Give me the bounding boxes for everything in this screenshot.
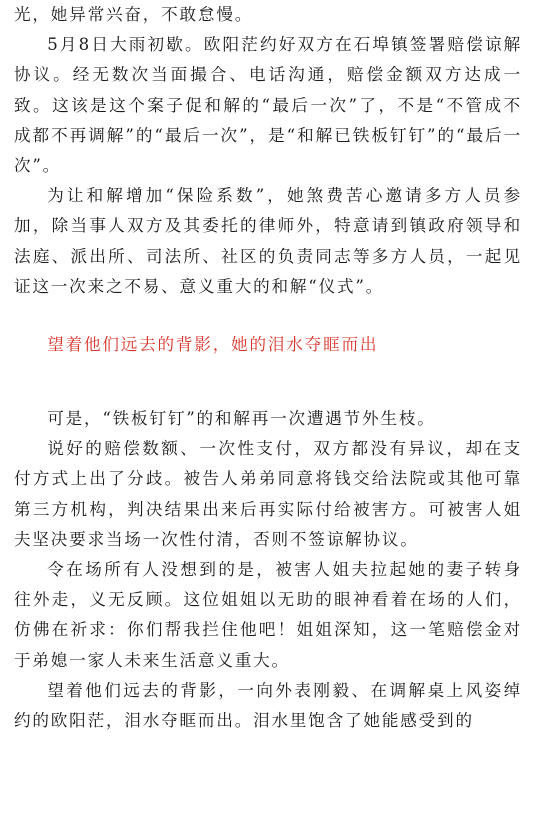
paragraph: 可是，“铁板钉钉”的和解再一次遭遇节外生枝。	[47, 409, 436, 429]
paragraph: 光，她异常兴奋，不敢怠慢。	[14, 5, 254, 24]
paragraph: 望着他们远去的背影，一向外表刚毅、在调解桌上风姿绰约的欧阳茫，泪水夺眶而出。泪水里饱含了她能感受到的	[14, 680, 522, 731]
article-body	[14, 0, 522, 736]
paragraph: 令在场所有人没想到的是，被害人姐夫拉起她的妻子转身往外走，义无反顾。这位姐姐以无助的眼神看着在场的人们，仿佛在祈求：你们帮我拦住他吧！姐姐深知，这一笔赔偿金对于弟媳一家人未来生活意义重大。	[14, 560, 522, 670]
paragraph: 为让和解增加“保险系数”，她煞费苦心邀请多方人员参加，除当事人双方及其委托的律师外，特意请到镇政府领导和法庭、派出所、司法所、社区的负责同志等多方人员，一起见证这一次来之不易、意义重大的和解“仪式”。	[14, 186, 522, 296]
paragraph: 5月8日大雨初歇。欧阳茫约好双方在石埠镇签署赔偿谅解协议。经无数次当面撮合、电话沟通，赔偿金额双方达成一致。这该是这个案子促和解的“最后一次”了，不是“不管成不成都不再调解”的“最后一次”，是“和解已铁板钉钉”的“最后一次”。	[14, 35, 522, 176]
paragraph: 说好的赔偿数额、一次性支付，双方都没有异议，却在支付方式上出了分歧。被告人弟弟同意将钱交给法院或其他可靠第三方机构，判决结果出来后再实际付给被害方。可被害人姐夫坚决要求当场一次性付清，否则不签谅解协议。	[14, 439, 522, 549]
section-subheading: 望着他们远去的背影，她的泪水夺眶而出	[47, 335, 379, 355]
